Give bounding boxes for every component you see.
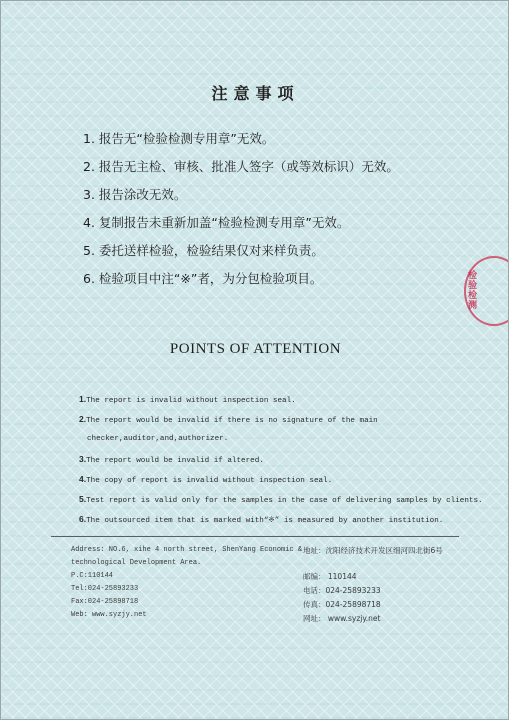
web-cn: 网址： www.syzjy.net (303, 614, 381, 623)
en-notice-item-5 (79, 489, 483, 509)
cn-title: 注意事项 (211, 84, 300, 103)
en-notice-text: Test report is valid only for the samples in the case of delivering samples by clients. (86, 497, 483, 505)
cn-notice-item-2: 2. 报告无主检、审核、批准人签字（或等效标识）无效。 (83, 159, 399, 174)
footer-divider (51, 536, 459, 537)
en-notice-number: 5. (79, 494, 87, 504)
tel-cn: 电话：024-25893233 (303, 586, 381, 595)
en-notice-text: The outsourced item that is marked with“※” is measured by another institution. (86, 517, 444, 525)
cn-notice-list (83, 125, 399, 293)
en-notice-text: checker,auditor,and,authorizer. (87, 435, 229, 443)
en-notice-text: The report is invalid without inspection seal. (86, 397, 296, 405)
en-notice-number: 6. (79, 514, 87, 524)
en-notice-number: 1. (79, 394, 87, 404)
contact-info-cn (303, 544, 443, 626)
cn-notice-item-4: 4. 复制报告未重新加盖“检验检测专用章”无效。 (83, 215, 350, 230)
postcode-en: P.C:110144 (71, 572, 114, 580)
en-notice-item-6 (79, 509, 483, 529)
web-en: Web: www.syzjy.net (71, 611, 147, 619)
en-notice-item-2-continued (79, 429, 483, 449)
address-en-line2: technological Development Area. (71, 559, 202, 567)
cn-notice-item-1: 1. 报告无“检验检测专用章”无效。 (83, 131, 275, 146)
en-notice-item-2 (79, 409, 483, 429)
postcode-cn: 邮编： 110144 (303, 572, 357, 581)
en-title: POINTS OF ATTENTION (169, 341, 342, 357)
en-notice-number: 2. (79, 414, 87, 424)
en-notice-text: The report would be invalid if there is no signature of the main (86, 417, 378, 425)
cn-notice-item-5: 5. 委托送样检验，检验结果仅对来样负责。 (83, 243, 324, 258)
fax-cn: 传真：024-25898718 (303, 600, 381, 609)
address-en-line1: Address: NO.6, xihe 4 north street, ShenYang Economic & (71, 546, 303, 554)
contact-info-en (71, 544, 302, 622)
cn-notice-item-6: 6. 检验项目中注“※”者，为分包检验项目。 (83, 271, 323, 286)
seal-stamp-text: 检验检测 (468, 271, 478, 311)
en-notice-number: 4. (79, 474, 87, 484)
cn-notice-item-3: 3. 报告涂改无效。 (83, 187, 187, 202)
en-notice-item-4 (79, 469, 483, 489)
tel-en: Tel:024-25893233 (71, 585, 139, 593)
en-notice-item-3 (79, 449, 483, 469)
address-cn: 地址：沈阳经济技术开发区细河四北街6号 (303, 546, 443, 555)
en-notice-text: The copy of report is invalid without inspection seal. (86, 477, 333, 485)
en-notice-number: 3. (79, 454, 87, 464)
fax-en: Fax:024-25898718 (71, 598, 139, 606)
en-notice-list (79, 389, 483, 529)
en-notice-text: The report would be invalid if altered. (86, 457, 264, 465)
en-notice-item-1 (79, 389, 483, 409)
